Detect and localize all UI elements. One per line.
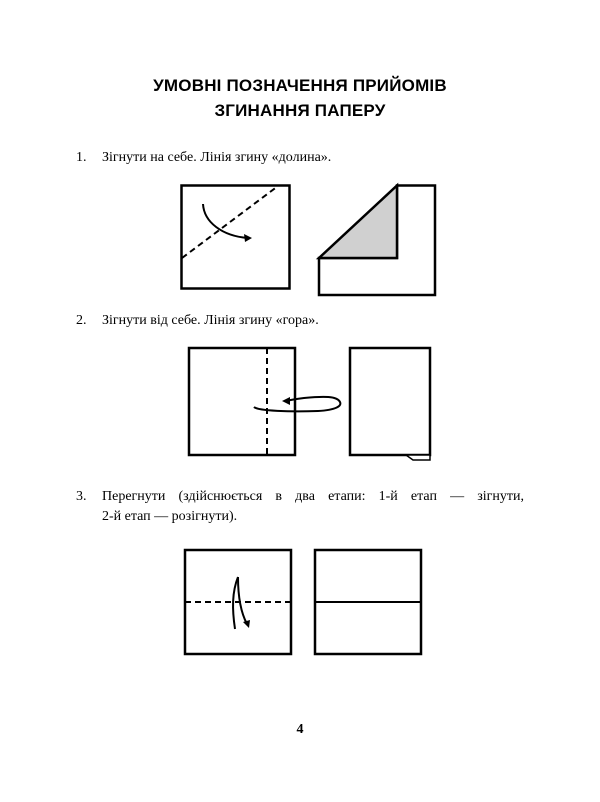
item-text: Зігнути від себе. Лінія згину «гора». (102, 313, 319, 328)
page-title-line-2: ЗГИНАННЯ ПАПЕРУ (214, 101, 386, 120)
item-number: 2. (76, 313, 87, 328)
fold-unfold-after (315, 550, 421, 654)
folded-flap (406, 455, 430, 460)
valley-fold-after (319, 186, 435, 296)
mountain-fold-after (350, 348, 430, 460)
item-number: 3. (76, 489, 87, 504)
item-text: Зігнути на себе. Лінія згину «долина». (102, 150, 332, 165)
page-title-line-1: УМОВНІ ПОЗНАЧЕННЯ ПРИЙОМІВ (153, 76, 447, 95)
valley-fold-diagram (176, 180, 440, 300)
page-number: 4 (296, 722, 304, 737)
mountain-fold-before (189, 348, 340, 455)
fold-unfold-before (185, 550, 291, 654)
item-number: 1. (76, 150, 87, 165)
item-text-line-2: 2-й етап — розігнути). (102, 509, 238, 524)
item-text-line-1: Перегнути (здійснюється в два етапи: 1-й етап — зігнути, (102, 489, 524, 504)
valley-fold-before (182, 186, 290, 289)
instruction-item-3 (76, 487, 524, 527)
folded-corner (319, 186, 397, 259)
fold-unfold-diagram (182, 547, 424, 657)
mountain-fold-diagram (186, 344, 436, 464)
